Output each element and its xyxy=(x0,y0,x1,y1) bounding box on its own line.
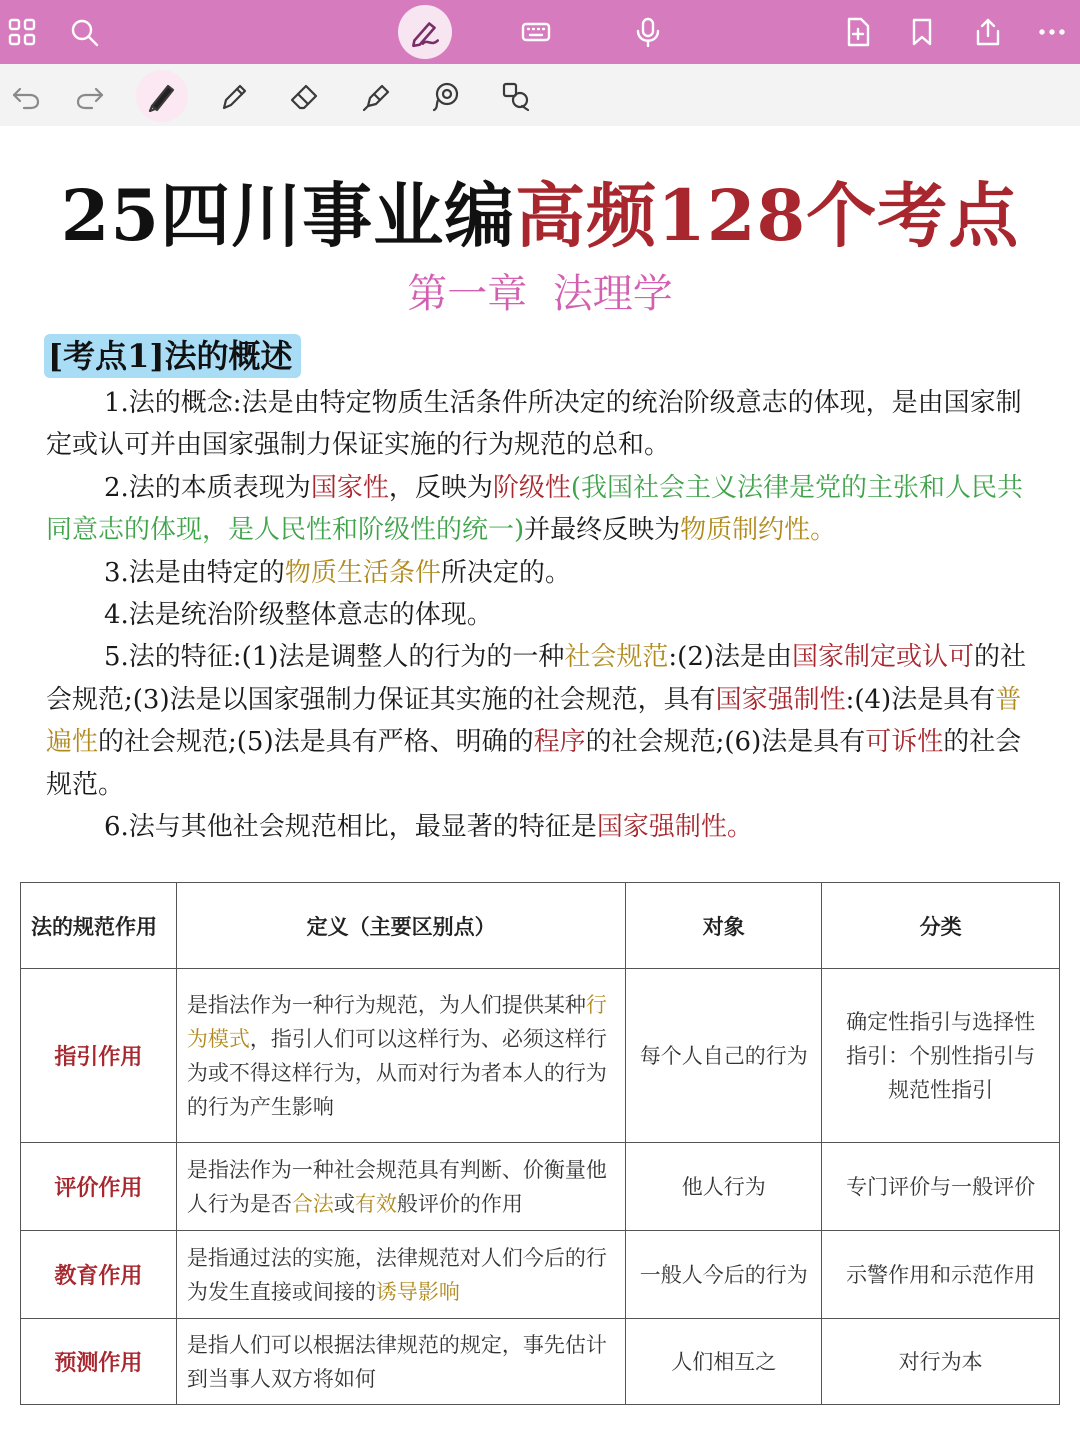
pen-mode-icon xyxy=(408,15,442,49)
eraser-icon[interactable] xyxy=(284,76,324,116)
p2-text: ，反映为 xyxy=(388,472,493,503)
p2-highlight: 阶级性 xyxy=(492,472,571,503)
row-object: 人们相互之 xyxy=(626,1319,822,1405)
p5-highlight: 程序 xyxy=(533,727,586,758)
section-heading: [考点1]法的概述 xyxy=(44,334,301,378)
redo-icon[interactable] xyxy=(70,76,110,116)
page-title xyxy=(0,160,1080,261)
p5-text: :(2)法是由 xyxy=(668,642,793,673)
table-row xyxy=(21,1143,1060,1231)
row-label: 预测作用 xyxy=(21,1319,177,1405)
row-definition: 是指人们可以根据法律规范的规定，事先估计到当事人双方将如何 xyxy=(176,1319,626,1405)
p5-text: 5.法的特征:(1)法是调整人的行为的一种 xyxy=(104,642,565,673)
keyboard-icon[interactable] xyxy=(516,12,556,52)
p6-highlight: 国家强制性。 xyxy=(596,812,753,843)
paragraph-5 xyxy=(46,636,1036,806)
table-header: 分类 xyxy=(822,883,1060,969)
table-header: 法的规范作用 xyxy=(21,883,177,969)
p5-text: 的社会规范。 xyxy=(46,727,1022,800)
p6-text: 6.法与其他社会规范相比，最显著的特征是 xyxy=(104,812,597,843)
row-label: 评价作用 xyxy=(21,1143,177,1231)
def-text: ，指引人们可以这样行为、必须这样行为或不得这样行为，从而对行为者本人的行为的行为产生影响 xyxy=(186,1026,607,1119)
grid-icon[interactable] xyxy=(2,12,42,52)
def-text: 是指通过法的实施，法律规范对人们今后的行为发生直接或间接的 xyxy=(186,1245,607,1304)
p5-text: 的社会规范;(6)法是具有 xyxy=(585,727,866,758)
paragraph-3 xyxy=(46,552,1036,594)
undo-icon[interactable] xyxy=(6,76,46,116)
def-highlight: 诱导影响 xyxy=(375,1279,460,1304)
p2-highlight: 国家性 xyxy=(310,472,389,503)
row-object: 一般人今后的行为 xyxy=(626,1231,822,1319)
law-function-table xyxy=(20,882,1060,1405)
row-label: 教育作用 xyxy=(21,1231,177,1319)
row-definition xyxy=(176,969,626,1143)
p5-highlight: 社会规范 xyxy=(564,642,669,673)
def-text: 是指法作为一种社会规范具有判断、价衡量他人行为是否 xyxy=(186,1157,607,1216)
table-row xyxy=(21,1231,1060,1319)
def-highlight: 有效 xyxy=(354,1191,397,1216)
pen-mode-button[interactable] xyxy=(398,5,452,59)
p5-highlight: 普遍性 xyxy=(46,684,1022,758)
def-highlight: 合法 xyxy=(291,1191,334,1216)
microphone-icon[interactable] xyxy=(628,12,668,52)
p2-text: 2.法的本质表现为 xyxy=(104,472,311,503)
row-object: 他人行为 xyxy=(626,1143,822,1231)
paragraph-2 xyxy=(46,467,1036,552)
p5-text: 的社会规范;(5)法是具有严格、明确的 xyxy=(98,727,534,758)
p3-text: 所决定的。 xyxy=(440,557,571,588)
title-black: 25四川事业编 xyxy=(60,174,516,257)
p2-highlight: 物质制约性。 xyxy=(680,515,837,546)
p3-text: 3.法是由特定的 xyxy=(104,557,285,588)
row-class: 确定性指引与选择性指引：个别性指引与规范性指引 xyxy=(822,969,1060,1143)
body-text xyxy=(46,382,1036,848)
p5-highlight: 可诉性 xyxy=(865,727,944,758)
p5-text: :(4)法是具有 xyxy=(845,684,996,715)
row-definition xyxy=(176,1143,626,1231)
row-object: 每个人自己的行为 xyxy=(626,969,822,1143)
row-definition xyxy=(176,1231,626,1319)
table-header: 定义（主要区别点） xyxy=(176,883,626,969)
table-header: 对象 xyxy=(626,883,822,969)
row-label: 指引作用 xyxy=(21,969,177,1143)
p2-green-note: (我国社会主义法律是党的主张和人民共同意志的体现，是人民性和阶级性的统一) xyxy=(46,472,1024,546)
shapes-icon[interactable] xyxy=(496,76,536,116)
more-icon[interactable] xyxy=(1032,12,1072,52)
title-red: 高频128个考点 xyxy=(515,174,1020,257)
table-header-row xyxy=(21,883,1060,969)
bookmark-icon[interactable] xyxy=(902,12,942,52)
p5-highlight: 国家制定或认可 xyxy=(792,642,975,673)
share-icon[interactable] xyxy=(968,12,1008,52)
search-icon[interactable] xyxy=(64,12,104,52)
paragraph-6 xyxy=(46,806,1036,848)
def-text: 是指法作为一种行为规范，为人们提供某种 xyxy=(186,992,586,1017)
table-row xyxy=(21,969,1060,1143)
row-class: 示警作用和示范作用 xyxy=(822,1231,1060,1319)
lasso-icon[interactable] xyxy=(426,76,466,116)
pen-icon[interactable] xyxy=(142,76,182,116)
paragraph-1: 1.法的概念:法是由特定物质生活条件所决定的统治阶级意志的体现，是由国家制定或认可并由国家强制力保证实施的行为规范的总和。 xyxy=(46,388,1022,461)
add-page-icon[interactable] xyxy=(838,12,878,52)
def-highlight: 行为模式 xyxy=(186,992,607,1051)
p2-text: 并最终反映为 xyxy=(524,515,681,546)
row-class: 对行为本 xyxy=(822,1319,1060,1405)
chapter-subtitle: 第一章 法理学 xyxy=(407,271,673,317)
paragraph-4: 4.法是统治阶级整体意志的体现。 xyxy=(104,600,493,631)
highlighter-icon[interactable] xyxy=(356,76,396,116)
p5-text: 的社会规范;(3)法是以国家强制力保证其实施的社会规范，具有 xyxy=(46,642,1027,715)
p5-highlight: 国家强制性 xyxy=(715,684,846,715)
row-class: 专门评价与一般评价 xyxy=(822,1143,1060,1231)
p3-highlight: 物质生活条件 xyxy=(284,557,441,588)
table-row xyxy=(21,1319,1060,1405)
top-toolbar xyxy=(0,0,1080,64)
def-text: 或 xyxy=(333,1191,355,1216)
def-text: 般评价的作用 xyxy=(396,1191,523,1216)
pencil-icon[interactable] xyxy=(214,76,254,116)
